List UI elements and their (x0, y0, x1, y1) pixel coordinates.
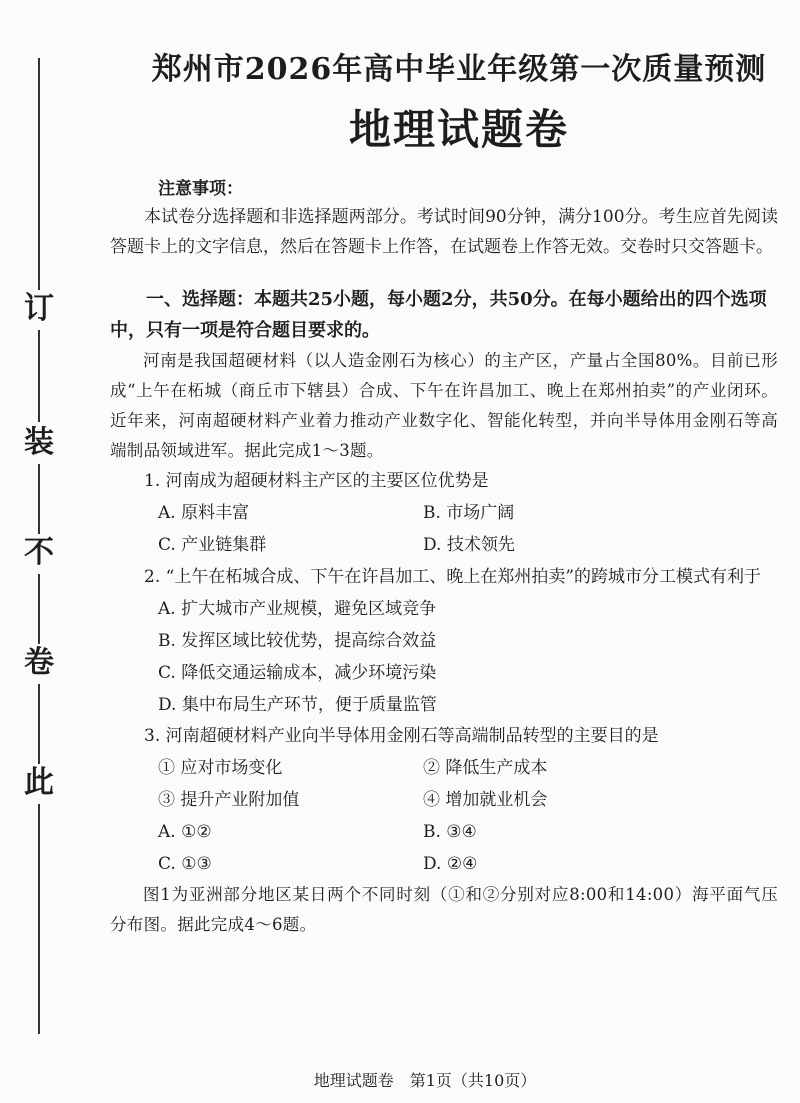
option[interactable]: B. ③④ (423, 822, 477, 842)
statement-item: ④ 增加就业机会 (423, 790, 548, 810)
question-1-stem: 1. 河南成为超硬材料主产区的主要区位优势是 (144, 471, 489, 491)
margin-line (38, 58, 40, 290)
exam-title: 郑州市2026年高中毕业年级第一次质量预测 (151, 52, 767, 87)
exam-subtitle: 地理试题卷 (348, 105, 569, 154)
statement-item: ① 应对市场变化 (158, 758, 283, 778)
option[interactable]: B. 发挥区域比较优势，提高综合效益 (158, 631, 437, 651)
margin-char: 不 (24, 535, 54, 570)
option[interactable]: D. 集中布局生产环节，便于质量监管 (158, 695, 437, 715)
option[interactable]: D. ②④ (423, 854, 478, 874)
material-1: 河南是我国超硬材料（以人造金刚石为核心）的主产区，产量占全国80%。目前已形成“上午在柘城（商丘市下辖县）合成、下午在许昌加工、晚上在郑州拍卖”的产业闭环。近年来，河南超硬材料产业着力推动产业数字化、智能化转型，并向半导体用金刚石等高端制品领域进军。据此完成1～3题。 (110, 351, 778, 460)
margin-line (38, 464, 40, 534)
option[interactable]: C. 产业链集群 (158, 535, 267, 555)
binding-margin (0, 0, 88, 1103)
option[interactable]: A. ①② (158, 822, 212, 842)
option[interactable]: D. 技术领先 (423, 535, 515, 555)
margin-char: 卷 (24, 645, 54, 680)
statement-item: ③ 提升产业附加值 (158, 790, 300, 810)
margin-line (38, 330, 40, 422)
question-2-stem: 2. “上午在柘城合成、下午在许昌加工、晚上在郑州拍卖”的跨城市分工模式有利于 (144, 567, 762, 587)
notice-text: 本试卷分选择题和非选择题两部分。考试时间90分钟，满分100分。考生应首先阅读答题卡上的文字信息，然后在答题卡上作答，在试题卷上作答无效。交卷时只交答题卡。 (110, 207, 778, 257)
margin-line (38, 804, 40, 1034)
exam-page (110, 50, 778, 940)
option[interactable]: C. ①③ (158, 854, 212, 874)
option[interactable]: A. 扩大城市产业规模，避免区域竞争 (158, 599, 437, 619)
question-1-options (158, 497, 778, 561)
question-3-stem: 3. 河南超硬材料产业向半导体用金刚石等高端制品转型的主要目的是 (144, 726, 659, 746)
notice-title: 注意事项： (158, 179, 243, 199)
option[interactable]: C. 降低交通运输成本，减少环境污染 (158, 663, 437, 683)
statement-item: ② 降低生产成本 (423, 758, 548, 778)
option[interactable]: A. 原料丰富 (158, 503, 250, 523)
page-footer: 地理试题卷 第1页（共10页） (313, 1071, 537, 1090)
option[interactable]: B. 市场广阔 (423, 503, 515, 523)
question-3-items (158, 752, 778, 816)
margin-line (38, 684, 40, 764)
section-heading: 一、选择题：本题共25小题，每小题2分，共50分。在每小题给出的四个选项中，只有一项是符合题目要求的。 (110, 289, 767, 341)
margin-line (38, 574, 40, 644)
margin-char: 订 (24, 291, 54, 326)
margin-char: 此 (24, 765, 54, 800)
margin-char: 装 (24, 425, 54, 460)
material-2: 图1为亚洲部分地区某日两个不同时刻（①和②分别对应8:00和14:00）海平面气压分布图。据此完成4～6题。 (110, 885, 778, 934)
question-2-options (158, 593, 778, 721)
question-3-options (158, 816, 778, 880)
